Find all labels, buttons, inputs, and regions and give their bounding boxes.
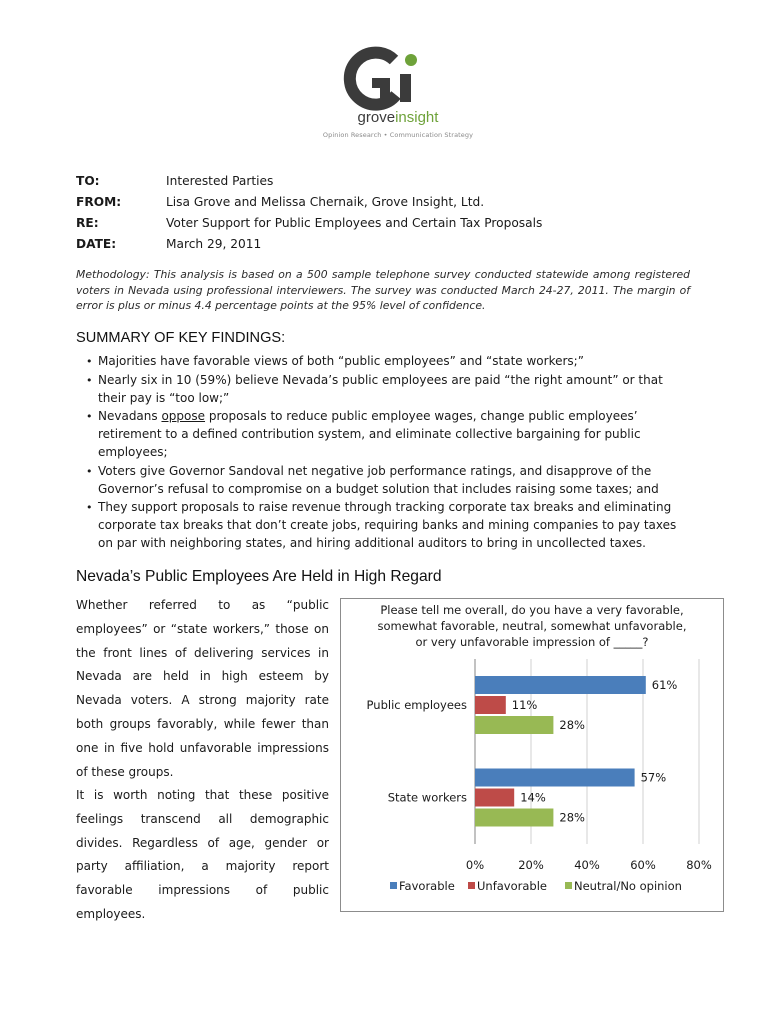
finding-text-before: Nevadans bbox=[98, 409, 162, 424]
x-tick-label: 60% bbox=[630, 858, 656, 872]
x-tick-label: 80% bbox=[686, 858, 712, 872]
grove-insight-logo bbox=[318, 40, 478, 150]
logo-wordmark-prefix: grove bbox=[357, 109, 396, 126]
svg-text:groveinsight bbox=[358, 109, 440, 126]
chart-title-line: or very unfavorable impression of _____? bbox=[415, 635, 649, 649]
bar-data-label: 57% bbox=[640, 770, 667, 785]
body-paragraph-2: It is worth noting that these positive feelings transcend all demographic divides. Regardless of age, gender or party affiliation, a majority report favorable impressions of public employees. bbox=[76, 788, 329, 921]
favorability-chart bbox=[340, 598, 724, 912]
x-tick-label: 20% bbox=[518, 858, 544, 872]
bar-data-label: 28% bbox=[559, 810, 585, 825]
legend-label: Neutral/No opinion bbox=[574, 879, 682, 893]
memo-from-value: Lisa Grove and Melissa Chernaik, Grove Insight, Ltd. bbox=[166, 195, 485, 209]
finding-item: • Majorities have favorable views of both “public employees” and “state workers;” bbox=[86, 353, 694, 371]
bar-neutral-no-opinion bbox=[475, 716, 553, 734]
memo-date-label: DATE: bbox=[76, 237, 117, 251]
category-label: State workers bbox=[387, 790, 467, 805]
chart-title-line: Please tell me overall, do you have a very favorable, bbox=[380, 603, 684, 617]
memo-to-value: Interested Parties bbox=[166, 174, 274, 188]
logo-mark bbox=[318, 40, 478, 132]
chart-title-line: somewhat favorable, neutral, somewhat unfavorable, bbox=[377, 619, 687, 633]
legend-label: Unfavorable bbox=[477, 879, 547, 893]
legend-swatch bbox=[468, 882, 475, 889]
bar-favorable bbox=[475, 676, 646, 694]
logo-g-stem bbox=[380, 78, 390, 102]
methodology-note: Methodology: This analysis is based on a 500 sample telephone survey conducted statewide among registered voters in Nevada using professional interviewers. The survey was conducted March 24-27, 2011. The margin of error is plus or minus 4.4 percentage points at the 95% level of confidence. bbox=[76, 268, 690, 312]
body-paragraph-1: Whether referred to as “public employees” or “state workers,” those on the front lines of delivering services in Nevada are held in high esteem by Nevada voters. A strong majority rate both groups favorably, while fewer than one in five hold unfavorable impressions of these groups. bbox=[76, 598, 329, 779]
bar-neutral-no-opinion bbox=[475, 809, 553, 827]
memo-re-label: RE: bbox=[76, 216, 99, 230]
finding-item: • Nearly six in 10 (59%) believe Nevada’s public employees are paid “the right amount” or that their pay is “too low;” bbox=[86, 372, 694, 408]
bar-data-label: 28% bbox=[559, 718, 585, 732]
finding-item: • They support proposals to raise revenue through tracking corporate tax breaks and eliminating corporate tax breaks that don’t create jobs, requiring banks and mining companies to pay taxes on par with neighboring states, and hiring additional auditors to bring in uncollected taxes. bbox=[86, 499, 694, 552]
logo-wordmark-suffix: insight bbox=[395, 109, 439, 126]
summary-heading: SUMMARY OF KEY FINDINGS: bbox=[76, 330, 286, 346]
legend-swatch bbox=[565, 882, 572, 889]
category-label: Public employees bbox=[366, 698, 467, 712]
logo-i-dot bbox=[405, 54, 417, 66]
x-tick-label: 40% bbox=[574, 858, 600, 872]
bar-unfavorable bbox=[475, 789, 514, 807]
bar-data-label: 11% bbox=[511, 698, 538, 712]
memo-re-value: Voter Support for Public Employees and Certain Tax Proposals bbox=[166, 216, 543, 230]
finding-item: • Voters give Governor Sandoval net negative job performance ratings, and disapprove of the Governor’s refusal to compromise on a budget solution that includes raising some taxes; and bbox=[86, 463, 694, 499]
bar-favorable bbox=[475, 769, 635, 787]
chart-canvas bbox=[341, 599, 723, 911]
key-findings-list bbox=[86, 353, 694, 554]
section-heading: Nevada’s Public Employees Are Held in High Regard bbox=[76, 568, 442, 585]
bar-data-label: 61% bbox=[651, 678, 678, 692]
finding-text-after: proposals to reduce public employee wages, change public employees’ retirement to a defined contribution system, and eliminate collective bargaining for public employees; bbox=[98, 409, 641, 459]
finding-item bbox=[86, 408, 694, 461]
logo-i-stem bbox=[400, 74, 411, 102]
memo-from-label: FROM: bbox=[76, 195, 122, 209]
bar-data-label: 14% bbox=[520, 790, 546, 805]
x-tick-label: 0% bbox=[465, 858, 485, 872]
memo-date-value: March 29, 2011 bbox=[166, 237, 262, 251]
finding-underlined-word: oppose bbox=[161, 409, 206, 424]
legend-label: Favorable bbox=[399, 879, 455, 893]
bar-unfavorable bbox=[475, 696, 506, 714]
logo-tagline: Opinion Research • Communication Strategy bbox=[322, 131, 474, 139]
legend-swatch bbox=[390, 882, 397, 889]
memo-to-label: TO: bbox=[76, 174, 100, 188]
